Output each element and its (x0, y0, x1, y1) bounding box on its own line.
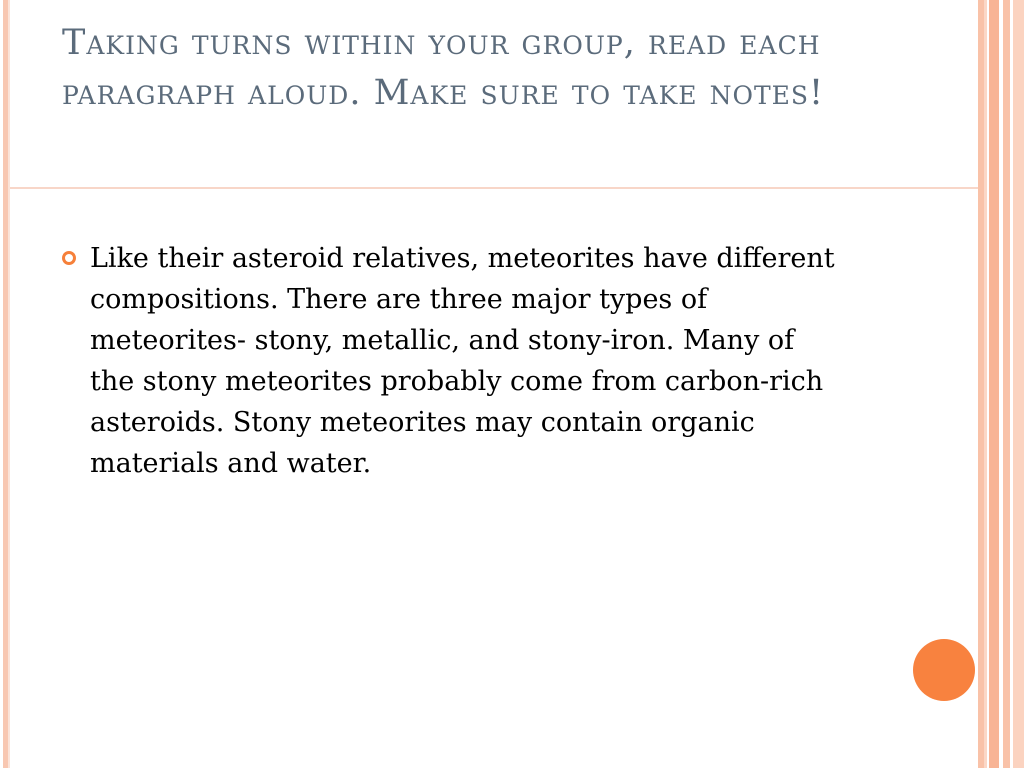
right-frame-stripes (978, 0, 1024, 768)
accent-circle-icon (913, 639, 975, 701)
slide-body (62, 238, 842, 484)
slide-title: Taking turns within your group, read each paragraph aloud. Make sure to take notes! (62, 23, 825, 113)
bullet-item (62, 238, 842, 484)
left-frame-stripe (0, 0, 10, 768)
bullet-circle-icon (62, 251, 76, 265)
title-divider (10, 187, 978, 189)
bullet-text: Like their asteroid relatives, meteorites have different compositions. There are three major types of meteorites- stony, metallic, and stony-iron. Many of the stony meteorites probably come from carbon-rich asteroids. Stony meteorites may contain organic materials and water. (90, 243, 835, 479)
